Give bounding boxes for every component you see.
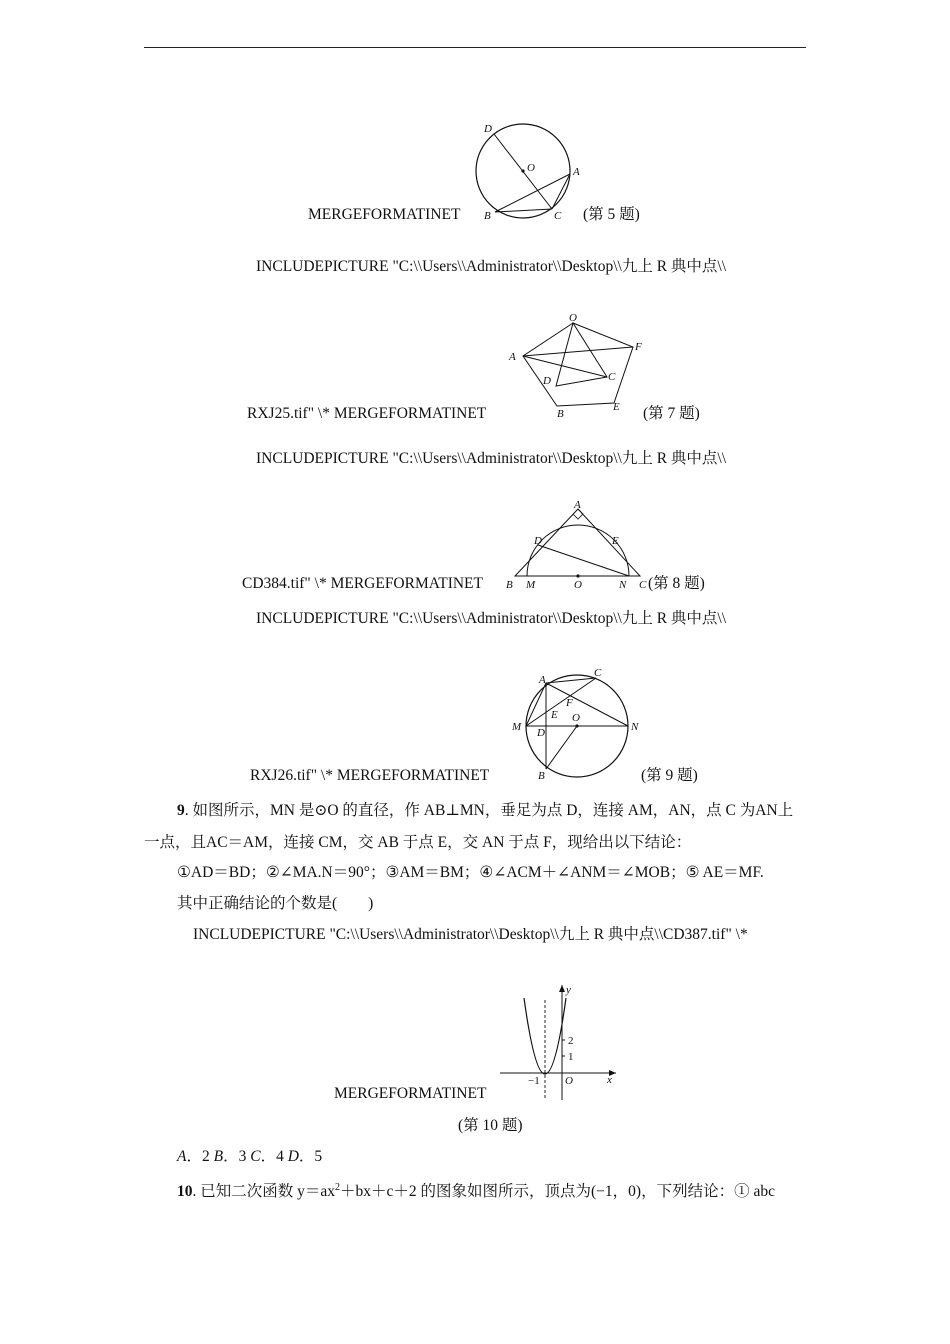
fig8-caption: (第 8 题) xyxy=(648,575,705,592)
fig10-label-2: 2 xyxy=(568,1035,574,1047)
fig8-label-n: N xyxy=(619,579,627,591)
fig7-diagram xyxy=(505,310,655,422)
fig7-include: INCLUDEPICTURE "C:\\Users\\Administrator\\Desktop\\九上 R 典中点\\ xyxy=(256,258,727,275)
q9-number: 9 xyxy=(177,802,185,819)
fig5-center-dot xyxy=(521,169,524,172)
fig5-chord-ca xyxy=(552,174,570,209)
option-c-value: ．4 xyxy=(260,1148,288,1165)
fig9-diagram xyxy=(508,662,648,782)
fig5-diagram xyxy=(472,114,588,226)
fig10-y-arrow xyxy=(559,985,565,992)
fig9-label-b: B xyxy=(538,770,545,782)
fig7-label-c: C xyxy=(608,371,616,383)
q10-number: 10 xyxy=(177,1183,193,1201)
fig7-label-b: B xyxy=(557,408,564,420)
fig9-include: INCLUDEPICTURE "C:\\Users\\Administrator\\Desktop\\九上 R 典中点\\ xyxy=(256,610,727,627)
fig8-label-e: E xyxy=(612,535,619,547)
fig5-label-b: B xyxy=(484,210,491,222)
fig10-caption: (第 10 题) xyxy=(458,1117,523,1134)
q9-line2: 一点，且AC＝AM，连接 CM，交 AB 于点 E，交 AN 于点 F，现给出以下结论： xyxy=(144,834,692,851)
fig8-diagram xyxy=(502,497,654,593)
fig10-label-x: x xyxy=(607,1074,612,1086)
fig5-prefix: MERGEFORMATINET xyxy=(308,206,461,223)
fig7-label-d: D xyxy=(543,375,551,387)
fig7-pentagon xyxy=(523,323,633,406)
fig7-label-f: F xyxy=(635,341,642,353)
option-b-value: ．3 xyxy=(223,1148,251,1165)
fig10-label-1: 1 xyxy=(568,1051,574,1063)
fig5-label-d: D xyxy=(484,123,492,135)
fig9-label-o: O xyxy=(572,712,580,724)
option-a-letter: A xyxy=(177,1148,187,1165)
fig10-prefix: MERGEFORMATINET xyxy=(334,1085,487,1102)
fig9-center-dot xyxy=(575,724,578,727)
fig5-label-a: A xyxy=(573,166,580,178)
q10-superscript: 2 xyxy=(335,1182,341,1193)
fig9-prefix: RXJ26.tif" \* MERGEFORMATINET xyxy=(250,767,490,784)
fig8-label-b: B xyxy=(506,579,513,591)
fig5-label-c: C xyxy=(554,210,562,222)
fig9-label-e: E xyxy=(551,709,558,721)
fig9-label-m: M xyxy=(512,721,522,733)
fig10-include: INCLUDEPICTURE "C:\\Users\\Administrator\\Desktop\\九上 R 典中点\\CD387.tif" \* xyxy=(193,926,748,943)
fig7-label-e: E xyxy=(613,401,620,413)
q10-text-a: . 已知二次函数 y＝ax xyxy=(192,1183,336,1201)
fig9-line-cm xyxy=(526,678,596,726)
fig5-caption: (第 5 题) xyxy=(583,206,640,223)
fig9-line-an xyxy=(546,683,628,726)
option-d-letter: D xyxy=(287,1148,299,1165)
fig8-label-a: A xyxy=(574,499,581,511)
fig9-line-ob xyxy=(546,726,577,769)
fig10-label-o: O xyxy=(565,1075,573,1087)
fig8-prefix: CD384.tif" \* MERGEFORMATINET xyxy=(242,575,483,592)
option-a-value: ．2 xyxy=(186,1148,214,1165)
fig9-label-c: C xyxy=(594,667,602,679)
fig7-label-a: A xyxy=(509,351,516,363)
fig8-semicircle xyxy=(527,525,629,576)
fig8-label-d: D xyxy=(534,535,542,547)
q9-line1 xyxy=(177,801,793,821)
q9-line4: 其中正确结论的个数是( ) xyxy=(177,895,374,912)
fig7-caption: (第 7 题) xyxy=(643,405,700,422)
option-c-letter: C xyxy=(250,1148,261,1165)
fig9-label-f: F xyxy=(566,697,573,709)
option-b-letter: B xyxy=(213,1148,224,1165)
fig5-label-o: O xyxy=(527,162,535,174)
fig7-prefix: RXJ25.tif" \* MERGEFORMATINET xyxy=(247,405,487,422)
q9-line1-text: . 如图所示，MN 是⊙O 的直径，作 AB⊥MN，垂足为点 D，连接 AM，AN，点 C 为AN上 xyxy=(184,802,794,819)
answer-options xyxy=(177,1147,322,1167)
fig10-diagram xyxy=(496,980,620,1102)
fig8-label-o: O xyxy=(574,579,582,591)
fig8-label-c: C xyxy=(639,579,647,591)
fig10-label-neg1: −1 xyxy=(528,1075,540,1087)
fig9-label-n: N xyxy=(631,721,639,733)
fig8-center-dot xyxy=(576,574,579,577)
q10-text-b: ＋bx＋c＋2 的图象如图所示，顶点为(−1，0)，下列结论：① abc xyxy=(340,1183,775,1201)
q10-line1 xyxy=(177,1178,775,1202)
fig9-caption: (第 9 题) xyxy=(641,767,698,784)
q9-line3: ①AD＝BD；②∠MA.N＝90°；③AM＝BM；④∠ACM＋∠ANM＝∠MOB；⑤ AE＝MF. xyxy=(177,864,764,881)
fig8-include: INCLUDEPICTURE "C:\\Users\\Administrator\\Desktop\\九上 R 典中点\\ xyxy=(256,450,727,467)
fig7-line-af xyxy=(523,347,633,356)
fig9-label-d: D xyxy=(537,727,545,739)
fig10-label-y: y xyxy=(566,984,571,996)
fig7-label-o: O xyxy=(569,312,577,324)
fig5-chord-ba xyxy=(495,174,570,212)
fig8-label-m: M xyxy=(526,579,536,591)
fig7-triangle-odc xyxy=(556,323,607,386)
header-rule xyxy=(144,47,806,48)
fig5-chord-bc xyxy=(495,209,552,212)
fig9-label-a: A xyxy=(539,674,546,686)
option-d-value: ．5 xyxy=(298,1148,323,1165)
